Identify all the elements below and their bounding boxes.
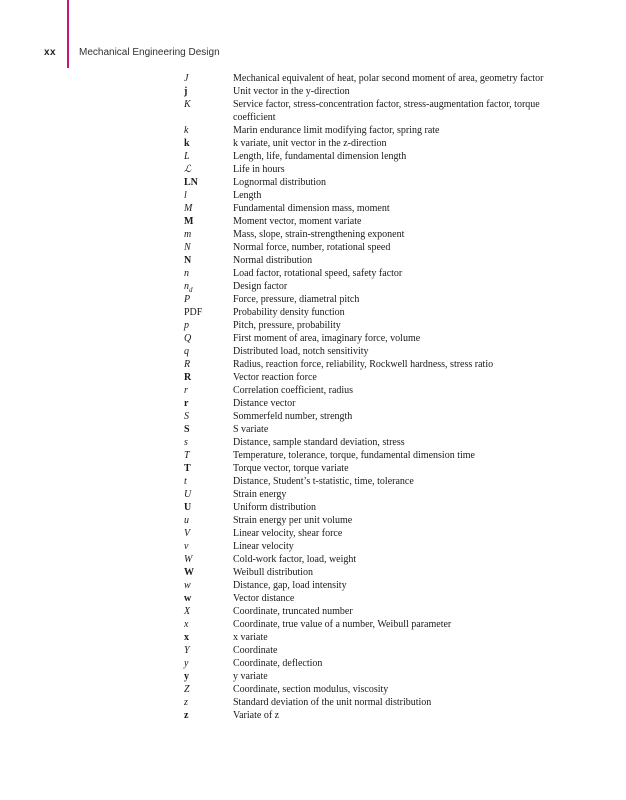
symbol-row bbox=[0, 137, 626, 150]
symbol-row bbox=[0, 709, 626, 722]
symbol-row bbox=[0, 293, 626, 306]
symbol-definition: Lognormal distribution bbox=[233, 177, 327, 188]
symbol-definition: Length bbox=[233, 190, 262, 201]
symbol-row bbox=[0, 527, 626, 540]
symbol-row bbox=[0, 215, 626, 228]
symbol-row bbox=[0, 85, 626, 98]
symbol-term: W bbox=[184, 567, 194, 578]
symbol-term: R bbox=[184, 372, 192, 383]
symbol-row bbox=[0, 124, 626, 137]
symbol-row bbox=[0, 371, 626, 384]
symbol-term: R bbox=[184, 359, 191, 370]
symbol-row bbox=[0, 696, 626, 709]
symbol-row bbox=[0, 605, 626, 618]
symbol-row bbox=[0, 332, 626, 345]
symbol-term: V bbox=[184, 528, 191, 539]
symbol-definition: Probability density function bbox=[233, 307, 345, 318]
symbol-row bbox=[0, 436, 626, 449]
symbol-term: U bbox=[184, 502, 192, 513]
symbol-definition: Radius, reaction force, reliability, Rockwell hardness, stress ratio bbox=[233, 359, 494, 370]
symbol-term: S bbox=[184, 424, 190, 435]
symbol-definition: Distance, gap, load intensity bbox=[233, 580, 347, 591]
symbol-row bbox=[0, 189, 626, 202]
symbol-row bbox=[0, 228, 626, 241]
symbol-row bbox=[0, 397, 626, 410]
symbol-term: J bbox=[184, 73, 189, 84]
symbol-definition: Cold-work factor, load, weight bbox=[233, 554, 357, 565]
symbol-row bbox=[0, 514, 626, 527]
page-number: xx bbox=[44, 47, 57, 58]
symbol-row bbox=[0, 423, 626, 436]
symbol-definition: Pitch, pressure, probability bbox=[233, 320, 341, 331]
symbol-definition: Force, pressure, diametral pitch bbox=[233, 294, 360, 305]
symbol-definition: Torque vector, torque variate bbox=[233, 463, 349, 474]
symbol-definition: Design factor bbox=[233, 281, 288, 292]
running-header bbox=[0, 45, 626, 61]
symbol-term: w bbox=[184, 593, 192, 604]
symbol-term: p bbox=[184, 320, 189, 331]
symbol-term: T bbox=[184, 450, 190, 461]
symbol-row bbox=[0, 384, 626, 397]
symbol-definition: Coordinate, truncated number bbox=[233, 606, 353, 617]
symbol-definition: Distance, sample standard deviation, stress bbox=[233, 437, 405, 448]
symbol-row bbox=[0, 670, 626, 683]
symbol-definition: Uniform distribution bbox=[233, 502, 317, 513]
symbol-definition: Service factor, stress-concentration factor, stress-augmentation factor, torque coefficient bbox=[233, 99, 540, 123]
symbol-term: v bbox=[184, 541, 189, 552]
symbol-term: PDF bbox=[184, 307, 203, 318]
symbol-term: r bbox=[184, 398, 189, 409]
symbol-term: x bbox=[184, 632, 189, 643]
symbol-definition: y variate bbox=[233, 671, 268, 682]
symbol-term: n bbox=[184, 268, 189, 279]
symbol-definition: Weibull distribution bbox=[233, 567, 314, 578]
symbol-definition: Sommerfeld number, strength bbox=[233, 411, 353, 422]
symbol-row bbox=[0, 202, 626, 215]
symbol-definition: Correlation coefficient, radius bbox=[233, 385, 354, 396]
symbol-row bbox=[0, 644, 626, 657]
symbol-row bbox=[0, 306, 626, 319]
symbol-term: t bbox=[184, 476, 187, 487]
symbol-definition: Fundamental dimension mass, moment bbox=[233, 203, 390, 214]
symbol-definition: Normal distribution bbox=[233, 255, 313, 266]
symbol-definition: x variate bbox=[233, 632, 268, 643]
symbol-term: S bbox=[184, 411, 189, 422]
symbol-definition: Coordinate, deflection bbox=[233, 658, 323, 669]
symbol-term: y bbox=[184, 671, 189, 682]
symbol-row bbox=[0, 150, 626, 163]
symbol-term: x bbox=[184, 619, 189, 630]
symbol-term: K bbox=[184, 99, 191, 110]
symbol-term: u bbox=[184, 515, 189, 526]
symbol-row bbox=[0, 683, 626, 696]
symbol-definition: Coordinate bbox=[233, 645, 278, 656]
symbol-definition: Standard deviation of the unit normal distribution bbox=[233, 697, 432, 708]
symbol-term: U bbox=[184, 489, 192, 500]
symbol-definition: Marin endurance limit modifying factor, spring rate bbox=[233, 125, 440, 136]
symbol-row bbox=[0, 319, 626, 332]
symbol-definition: Temperature, tolerance, torque, fundamental dimension time bbox=[233, 450, 475, 461]
symbol-term: j bbox=[184, 86, 188, 97]
symbol-row bbox=[0, 449, 626, 462]
symbol-row bbox=[0, 410, 626, 423]
symbol-definition: Vector distance bbox=[233, 593, 295, 604]
symbol-term: s bbox=[184, 437, 188, 448]
symbol-row bbox=[0, 553, 626, 566]
symbol-definition: Unit vector in the y-direction bbox=[233, 86, 350, 97]
symbol-term: N bbox=[184, 255, 192, 266]
symbol-term: P bbox=[184, 294, 191, 305]
symbol-definition: First moment of area, imaginary force, volume bbox=[233, 333, 421, 344]
symbol-row bbox=[0, 657, 626, 670]
symbol-term: y bbox=[184, 658, 189, 669]
symbol-row bbox=[0, 579, 626, 592]
symbol-definition: Distance, Student’s t-statistic, time, tolerance bbox=[233, 476, 414, 487]
symbol-definition: Load factor, rotational speed, safety factor bbox=[233, 268, 403, 279]
symbol-definition: Coordinate, true value of a number, Weibull parameter bbox=[233, 619, 452, 630]
symbol-row bbox=[0, 501, 626, 514]
symbol-term: Y bbox=[184, 645, 190, 656]
symbol-row bbox=[0, 618, 626, 631]
symbol-definition: Normal force, number, rotational speed bbox=[233, 242, 391, 253]
symbol-term: z bbox=[184, 710, 189, 721]
symbol-definition: Mass, slope, strain-strengthening exponent bbox=[233, 229, 405, 240]
symbol-row bbox=[0, 462, 626, 475]
symbol-term: Q bbox=[184, 333, 192, 344]
symbol-term: Z bbox=[184, 684, 190, 695]
symbol-row bbox=[0, 345, 626, 358]
book-title: Mechanical Engineering Design bbox=[79, 47, 220, 58]
symbol-term: N bbox=[184, 242, 191, 253]
symbol-term: k bbox=[184, 125, 189, 136]
symbol-row bbox=[0, 488, 626, 501]
symbol-row bbox=[0, 241, 626, 254]
symbol-definition: Mechanical equivalent of heat, polar second moment of area, geometry factor bbox=[233, 73, 544, 84]
symbol-term: T bbox=[184, 463, 191, 474]
symbol-definition: Strain energy per unit volume bbox=[233, 515, 353, 526]
symbol-term: w bbox=[184, 580, 191, 591]
symbol-term: LN bbox=[184, 177, 198, 188]
symbol-row bbox=[0, 280, 626, 293]
symbol-term: m bbox=[184, 229, 192, 240]
symbol-definition: Linear velocity bbox=[233, 541, 294, 552]
symbol-row bbox=[0, 267, 626, 280]
symbol-term: $n_d$ bbox=[184, 281, 193, 294]
symbol-definition: Distributed load, notch sensitivity bbox=[233, 346, 369, 357]
symbol-definition: S variate bbox=[233, 424, 269, 435]
symbol-definition: Vector reaction force bbox=[233, 372, 317, 383]
symbol-row bbox=[0, 176, 626, 189]
symbol-row bbox=[0, 163, 626, 176]
symbol-definition: k variate, unit vector in the z-direction bbox=[233, 138, 387, 149]
symbol-row bbox=[0, 631, 626, 644]
symbol-definition: Strain energy bbox=[233, 489, 287, 500]
symbol-row bbox=[0, 566, 626, 579]
symbol-definition: Linear velocity, shear force bbox=[233, 528, 343, 539]
symbol-term: z bbox=[184, 697, 188, 708]
symbol-row bbox=[0, 98, 626, 124]
symbol-definition: Life in hours bbox=[233, 164, 285, 175]
symbol-row bbox=[0, 475, 626, 488]
symbol-term: k bbox=[184, 138, 190, 149]
symbol-row bbox=[0, 540, 626, 553]
symbol-definition: Variate of z bbox=[233, 710, 280, 721]
symbol-definition: Coordinate, section modulus, viscosity bbox=[233, 684, 389, 695]
symbol-term: r bbox=[184, 385, 188, 396]
symbol-term: l bbox=[184, 190, 187, 201]
symbol-row bbox=[0, 254, 626, 267]
symbol-term: ℒ bbox=[184, 164, 192, 175]
symbol-definition: Length, life, fundamental dimension length bbox=[233, 151, 407, 162]
symbol-definition: Distance vector bbox=[233, 398, 296, 409]
symbol-term: X bbox=[184, 606, 191, 617]
symbol-definition: Moment vector, moment variate bbox=[233, 216, 362, 227]
symbol-list bbox=[0, 72, 626, 722]
symbol-row bbox=[0, 72, 626, 85]
symbol-term: q bbox=[184, 346, 189, 357]
symbol-term: W bbox=[184, 554, 193, 565]
symbol-term: L bbox=[184, 151, 190, 162]
symbol-row bbox=[0, 592, 626, 605]
symbol-term: M bbox=[184, 216, 194, 227]
symbol-term: M bbox=[184, 203, 193, 214]
symbol-row bbox=[0, 358, 626, 371]
